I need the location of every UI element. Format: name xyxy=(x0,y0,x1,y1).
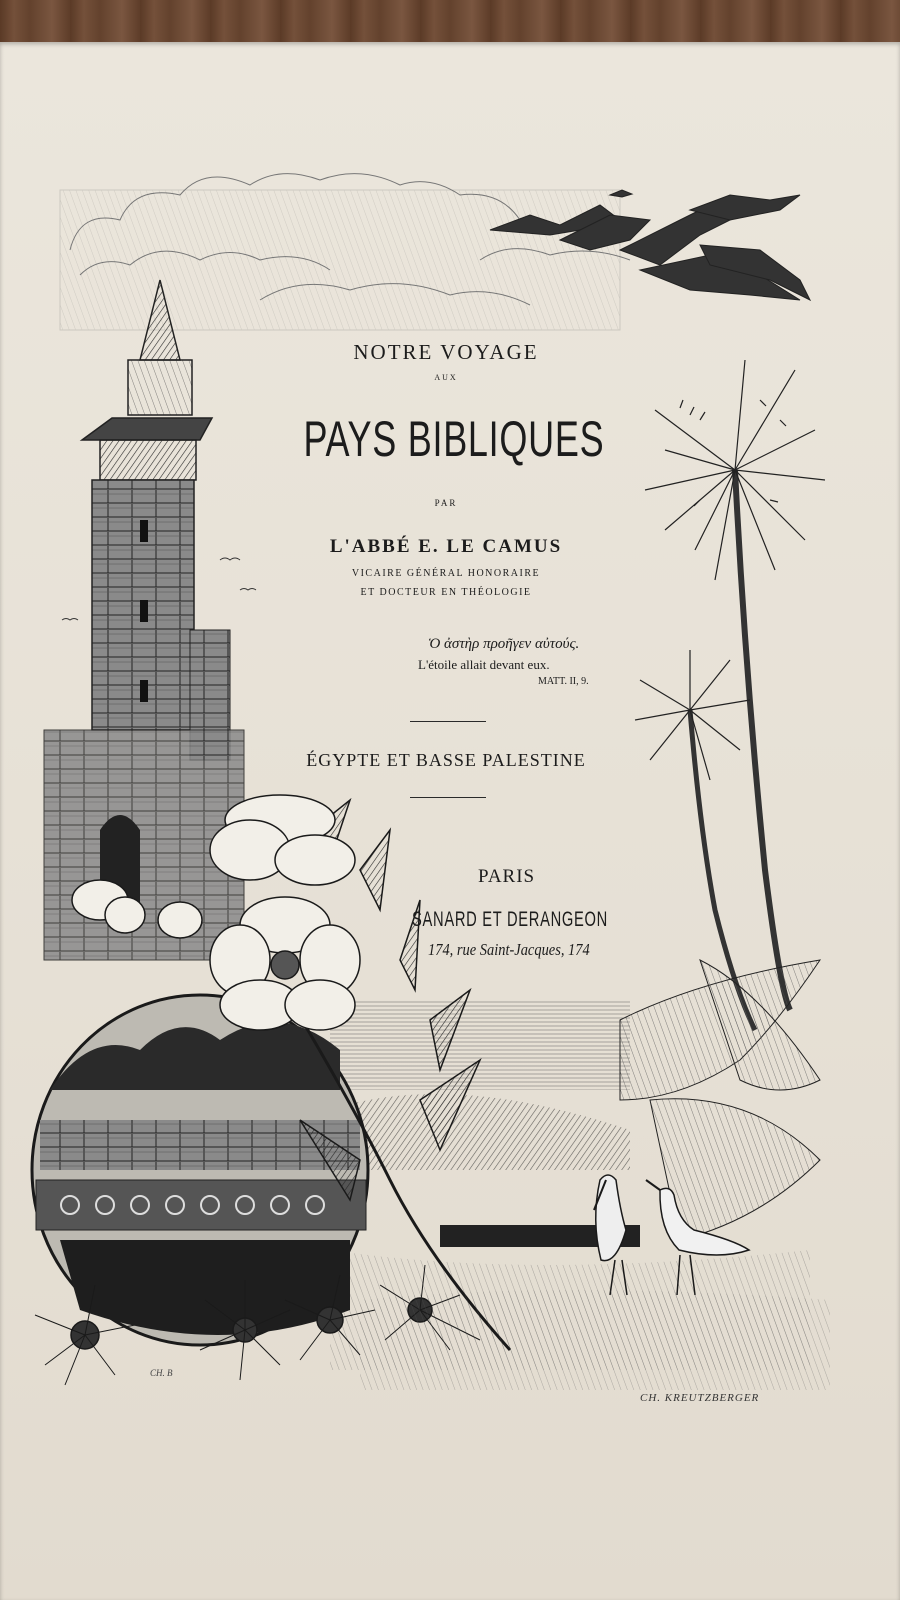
epigraph-reference: MATT. II, 9. xyxy=(538,676,589,687)
publisher-city: PARIS xyxy=(478,866,536,887)
publisher-address: 174, rue Saint-Jacques, 174 xyxy=(428,940,590,959)
engraver-mark: CH. B xyxy=(150,1368,173,1378)
palm-tree-tall xyxy=(645,360,825,1010)
main-title: PAYS BIBLIQUES xyxy=(303,411,605,467)
subtitle: ÉGYPTE ET BASSE PALESTINE xyxy=(306,750,586,770)
author-name: L'ABBÉ E. LE CAMUS xyxy=(329,536,563,557)
title-line-1: NOTRE VOYAGE xyxy=(353,340,539,364)
palm-tree-short xyxy=(635,650,755,1030)
title-block xyxy=(248,0,644,1600)
artist-signature: CH. KREUTZBERGER xyxy=(640,1392,760,1404)
author-title-2: ET DOCTEUR EN THÉOLOGIE xyxy=(360,587,532,598)
publisher-name: SANARD ET DERANGEON xyxy=(412,908,608,931)
by-line: PAR xyxy=(434,498,458,508)
epigraph-french: L'étoile allait devant eux. xyxy=(418,657,550,672)
epigraph-greek: Ὁ ἀστὴρ προῆγεν αὐτούς. xyxy=(428,636,580,652)
title-line-2: AUX xyxy=(434,373,458,382)
divider-top xyxy=(410,721,486,722)
author-title-1: VICAIRE GÉNÉRAL HONORAIRE xyxy=(351,568,541,579)
palm-fronds-ground xyxy=(620,960,820,1240)
divider-bottom xyxy=(410,797,486,798)
